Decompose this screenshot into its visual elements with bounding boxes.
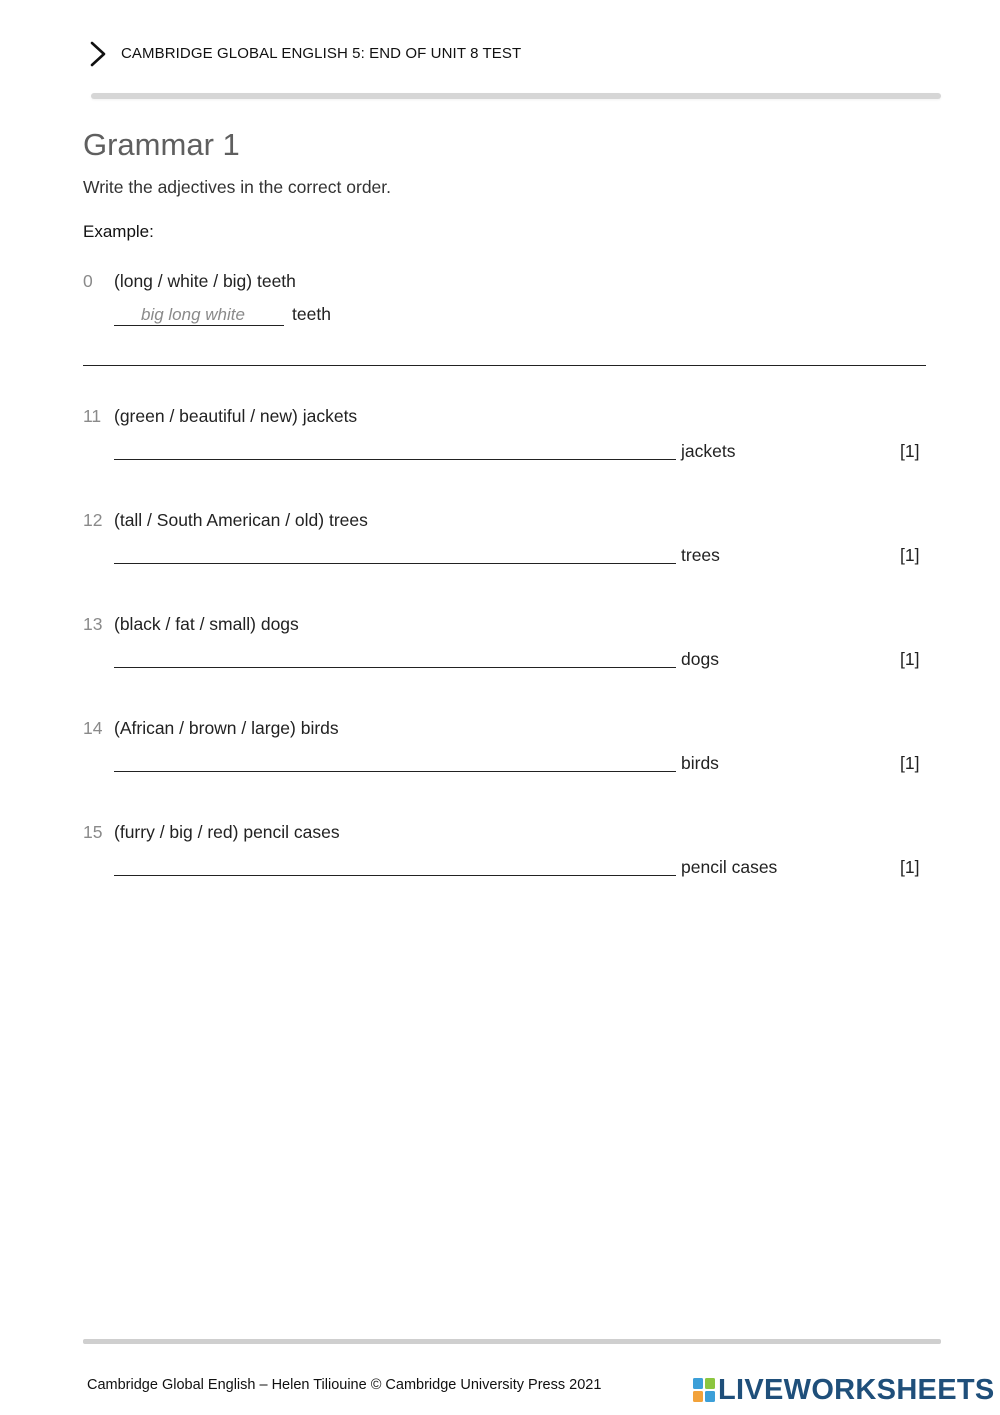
section-title: Grammar 1 xyxy=(83,127,240,162)
mark-value: [1] xyxy=(900,753,920,773)
answer-line[interactable] xyxy=(114,667,676,668)
liveworksheets-logo-icon xyxy=(693,1378,715,1402)
mark-value: [1] xyxy=(900,857,920,877)
footer-credit: Cambridge Global English – Helen Tiliouine © Cambridge University Press 2021 xyxy=(87,1377,602,1393)
example-label: Example: xyxy=(83,222,154,241)
answer-line[interactable] xyxy=(114,459,676,460)
answer-noun: birds xyxy=(681,753,719,773)
question-number: 13 xyxy=(83,614,103,634)
mark-value: [1] xyxy=(900,649,920,669)
mark-value: [1] xyxy=(900,441,920,461)
answer-noun: jackets xyxy=(681,441,736,461)
section-divider xyxy=(83,365,926,366)
question-number: 11 xyxy=(83,406,102,426)
liveworksheets-brand[interactable]: LIVEWORKSHEETS xyxy=(718,1374,995,1406)
answer-line[interactable] xyxy=(114,563,676,564)
question-prompt: (African / brown / large) birds xyxy=(114,718,339,738)
answer-noun: pencil cases xyxy=(681,857,778,877)
example-prompt: (long / white / big) teeth xyxy=(114,271,296,291)
answer-noun: trees xyxy=(681,545,720,565)
mark-value: [1] xyxy=(900,545,920,565)
question-prompt: (tall / South American / old) trees xyxy=(114,510,368,530)
question-number: 12 xyxy=(83,510,103,530)
question-prompt: (black / fat / small) dogs xyxy=(114,614,299,634)
answer-line[interactable] xyxy=(114,875,676,876)
question-number: 15 xyxy=(83,822,103,842)
answer-line[interactable] xyxy=(114,771,676,772)
example-number: 0 xyxy=(83,271,93,291)
instruction-text: Write the adjectives in the correct order. xyxy=(83,177,392,197)
footer-rule xyxy=(83,1339,941,1344)
answer-noun: dogs xyxy=(681,649,719,669)
question-number: 14 xyxy=(83,718,103,738)
example-answer: big long white xyxy=(141,305,245,324)
chevron-right-icon xyxy=(86,40,110,68)
header-rule xyxy=(91,93,941,99)
question-prompt: (green / beautiful / new) jackets xyxy=(114,406,358,426)
question-prompt: (furry / big / red) pencil cases xyxy=(114,822,340,842)
document-header-title: CAMBRIDGE GLOBAL ENGLISH 5: END OF UNIT 8 TEST xyxy=(121,45,522,62)
example-noun: teeth xyxy=(292,304,331,324)
